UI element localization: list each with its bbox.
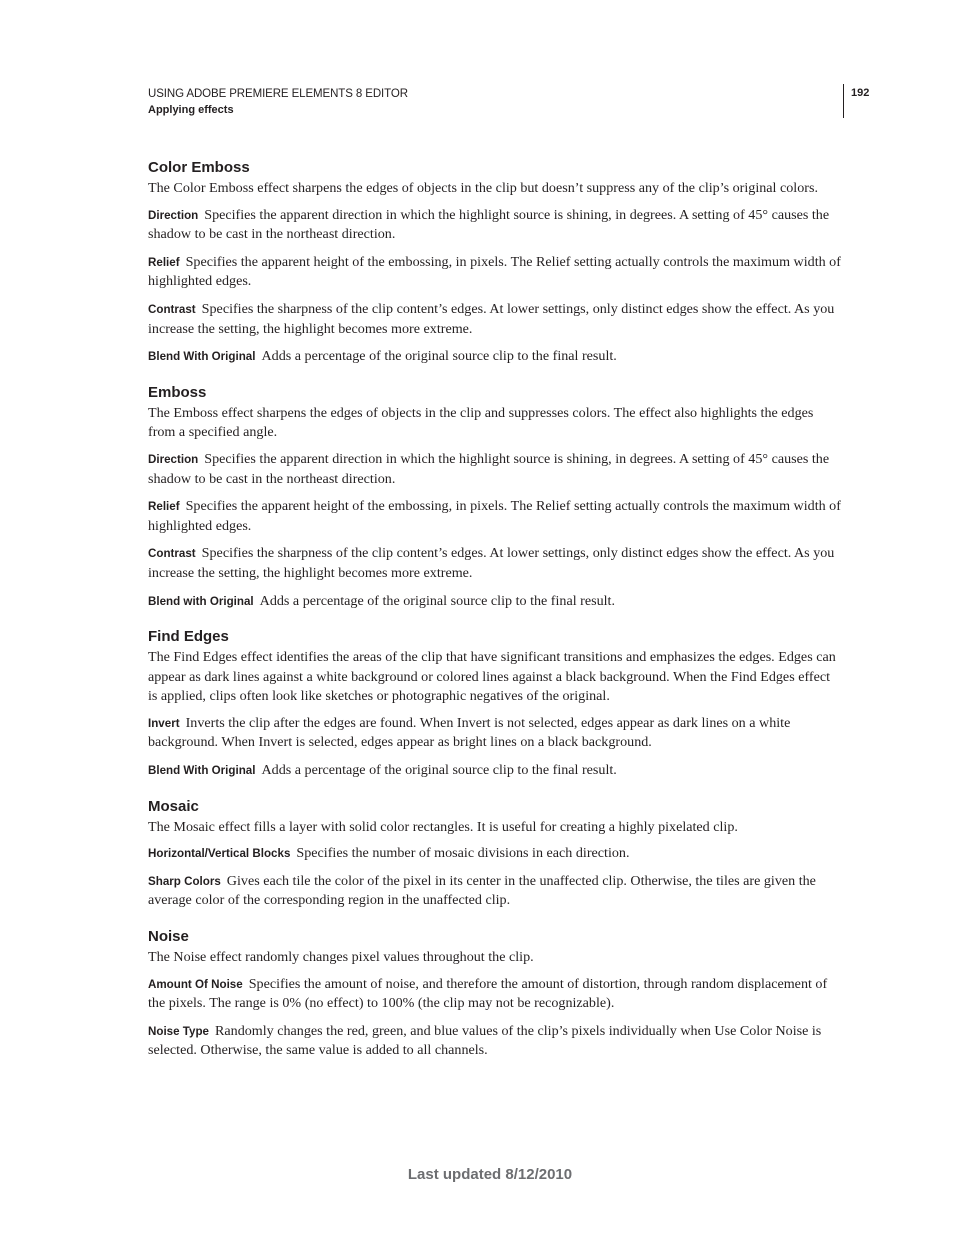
definition-paragraph: [148, 975, 842, 1014]
section-intro: The Emboss effect sharpens the edges of objects in the clip and suppresses colors. The effect also highlights the edges from a specified angle.: [148, 404, 814, 441]
definition-paragraph: [148, 592, 842, 612]
header-divider: [843, 84, 844, 118]
definition-term: Direction: [148, 208, 199, 222]
running-header-title: USING ADOBE PREMIERE ELEMENTS 8 EDITOR: [148, 88, 408, 100]
definition-text: Specifies the amount of noise, and therefore the amount of distortion, through random displacement of the pixels. The range is 0% (no effect) to 100% (the clip may not be recognizable).: [148, 975, 828, 1012]
definition-text: Adds a percentage of the original source clip to the final result.: [261, 348, 617, 365]
definition-term: Sharp Colors: [148, 874, 221, 888]
definition-term: Blend With Original: [148, 764, 256, 778]
definition-text: Randomly changes the red, green, and blue values of the clip’s pixels individually when Use Color Noise is selected. Otherwise, the same value is added to all channels.: [148, 1022, 822, 1059]
definition-paragraph: [148, 714, 842, 753]
running-header-subtitle: Applying effects: [148, 104, 234, 116]
definition-paragraph: [148, 300, 842, 339]
definition-term: Relief: [148, 255, 180, 269]
definition-paragraph: [148, 844, 842, 864]
definition-paragraph: [148, 872, 842, 911]
definition-term: Direction: [148, 452, 199, 466]
definition-text: Inverts the clip after the edges are found. When Invert is not selected, edges appear as dark lines on a white background. When Invert is selected, edges appear as bright lines on a black background.: [148, 714, 791, 751]
section-heading: Color Emboss: [148, 159, 250, 176]
section-emboss: [148, 382, 842, 611]
section-heading: Emboss: [148, 383, 207, 401]
section-heading: Mosaic: [148, 797, 199, 815]
definition-text: Specifies the number of mosaic divisions in each direction.: [296, 845, 630, 862]
section-intro: The Color Emboss effect sharpens the edges of objects in the clip but doesn’t suppress any of the clip’s original colors.: [148, 180, 818, 196]
definition-paragraph: [148, 253, 842, 292]
definition-text: Specifies the apparent direction in which the highlight source is shining, in degrees. A setting of 45° causes the shadow to be cast in the northeast direction.: [148, 206, 830, 243]
section-noise: [148, 926, 842, 1061]
definition-paragraph: [148, 450, 842, 489]
definition-term: Contrast: [148, 302, 196, 316]
section-heading: Noise: [148, 928, 189, 946]
page-body: [148, 157, 842, 1076]
section-find-edges: [148, 626, 842, 781]
definition-paragraph: [148, 544, 842, 583]
definition-text: Adds a percentage of the original source clip to the final result.: [259, 592, 615, 609]
definition-paragraph: [148, 206, 842, 245]
definition-text: Specifies the sharpness of the clip content’s edges. At lower settings, only distinct edges show the effect. As you increase the setting, the highlight becomes more extreme.: [148, 300, 835, 337]
section-intro: The Mosaic effect fills a layer with solid color rectangles. It is useful for creating a highly pixelated clip.: [148, 818, 738, 835]
section-heading: Find Edges: [148, 628, 229, 646]
section-intro: The Find Edges effect identifies the areas of the clip that have significant transitions and emphasizes the edges. Edges can appear as dark lines against a white background or colored lines against a black background. When the Find Edges effect is applied, clips often look like sketches or photographic negatives of the original.: [148, 649, 836, 705]
definition-paragraph: [148, 497, 842, 536]
section-intro: The Noise effect randomly changes pixel values throughout the clip.: [148, 949, 534, 966]
definition-term: Contrast: [148, 547, 196, 561]
section-mosaic: [148, 796, 842, 911]
definition-text: Specifies the sharpness of the clip content’s edges. At lower settings, only distinct edges show the effect. As you increase the setting, the highlight becomes more extreme.: [148, 545, 835, 581]
definition-paragraph: [148, 347, 842, 367]
definition-term: Invert: [148, 716, 180, 730]
section-color-emboss: [148, 157, 842, 367]
footer-last-updated: Last updated 8/12/2010: [407, 1166, 573, 1183]
definition-term: Amount Of Noise: [148, 977, 243, 991]
definition-text: Specifies the apparent height of the embossing, in pixels. The Relief setting actually controls the maximum width of highlighted edges.: [148, 498, 841, 534]
definition-paragraph: [148, 761, 842, 781]
definition-text: Adds a percentage of the original source clip to the final result.: [261, 762, 617, 779]
definition-text: Specifies the apparent direction in which the highlight source is shining, in degrees. A setting of 45° causes the shadow to be cast in the northeast direction.: [148, 450, 830, 487]
definition-term: Blend With Original: [148, 350, 256, 364]
definition-term: Relief: [148, 500, 180, 514]
definition-text: Specifies the apparent height of the embossing, in pixels. The Relief setting actually controls the maximum width of highlighted edges.: [148, 253, 841, 290]
definition-term: Horizontal/Vertical Blocks: [148, 847, 291, 861]
definition-paragraph: [148, 1022, 842, 1061]
definition-term: Blend with Original: [148, 594, 254, 608]
definition-term: Noise Type: [148, 1024, 209, 1038]
page-number: 192: [851, 87, 870, 99]
definition-text: Gives each tile the color of the pixel in its center in the unaffected clip. Otherwise, the tiles are given the average color of the corresponding region in the unaffected clip.: [148, 872, 816, 909]
